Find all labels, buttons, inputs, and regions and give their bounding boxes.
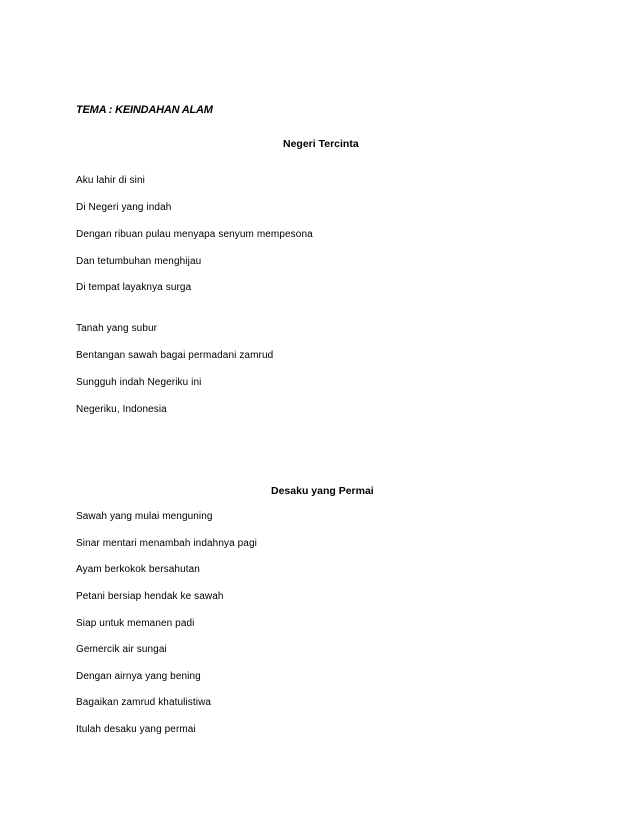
poem-1-line-5: Di tempat layaknya surga	[76, 282, 192, 293]
poem-1-line-4: Dan tetumbuhan menghijau	[76, 256, 202, 267]
poem-2-line-5: Siap untuk memanen padi	[76, 618, 195, 629]
poem-title-negeri-tercinta: Negeri Tercinta	[283, 138, 359, 150]
poem-2-line-7: Dengan airnya yang bening	[76, 671, 201, 682]
poem-2-line-2: Sinar mentari menambah indahnya pagi	[76, 538, 257, 549]
poem-2-line-8: Bagaikan zamrud khatulistiwa	[76, 697, 212, 708]
poem-2-line-3: Ayam berkokok bersahutan	[76, 564, 200, 575]
poem-2-line-9: Itulah desaku yang permai	[76, 724, 196, 735]
poem-title-desaku-yang-permai: Desaku yang Permai	[271, 485, 374, 497]
poem-1-line-3: Dengan ribuan pulau menyapa senyum mempesona	[76, 229, 313, 240]
poem-1-line-6: Tanah yang subur	[76, 323, 158, 334]
poem-1-line-2: Di Negeri yang indah	[76, 202, 172, 213]
poem-2-line-6: Gemercik air sungai	[76, 644, 167, 655]
poem-2-line-4: Petani bersiap hendak ke sawah	[76, 591, 224, 602]
poem-1-line-7: Bentangan sawah bagai permadani zamrud	[76, 350, 274, 361]
poem-1-line-9: Negeriku, Indonesia	[76, 404, 167, 415]
document-theme: TEMA : KEINDAHAN ALAM	[76, 104, 213, 116]
poem-1-line-1: Aku lahir di sini	[76, 175, 145, 186]
poem-2-line-1: Sawah yang mulai menguning	[76, 511, 213, 522]
poem-1-line-8: Sungguh indah Negeriku ini	[76, 377, 202, 388]
